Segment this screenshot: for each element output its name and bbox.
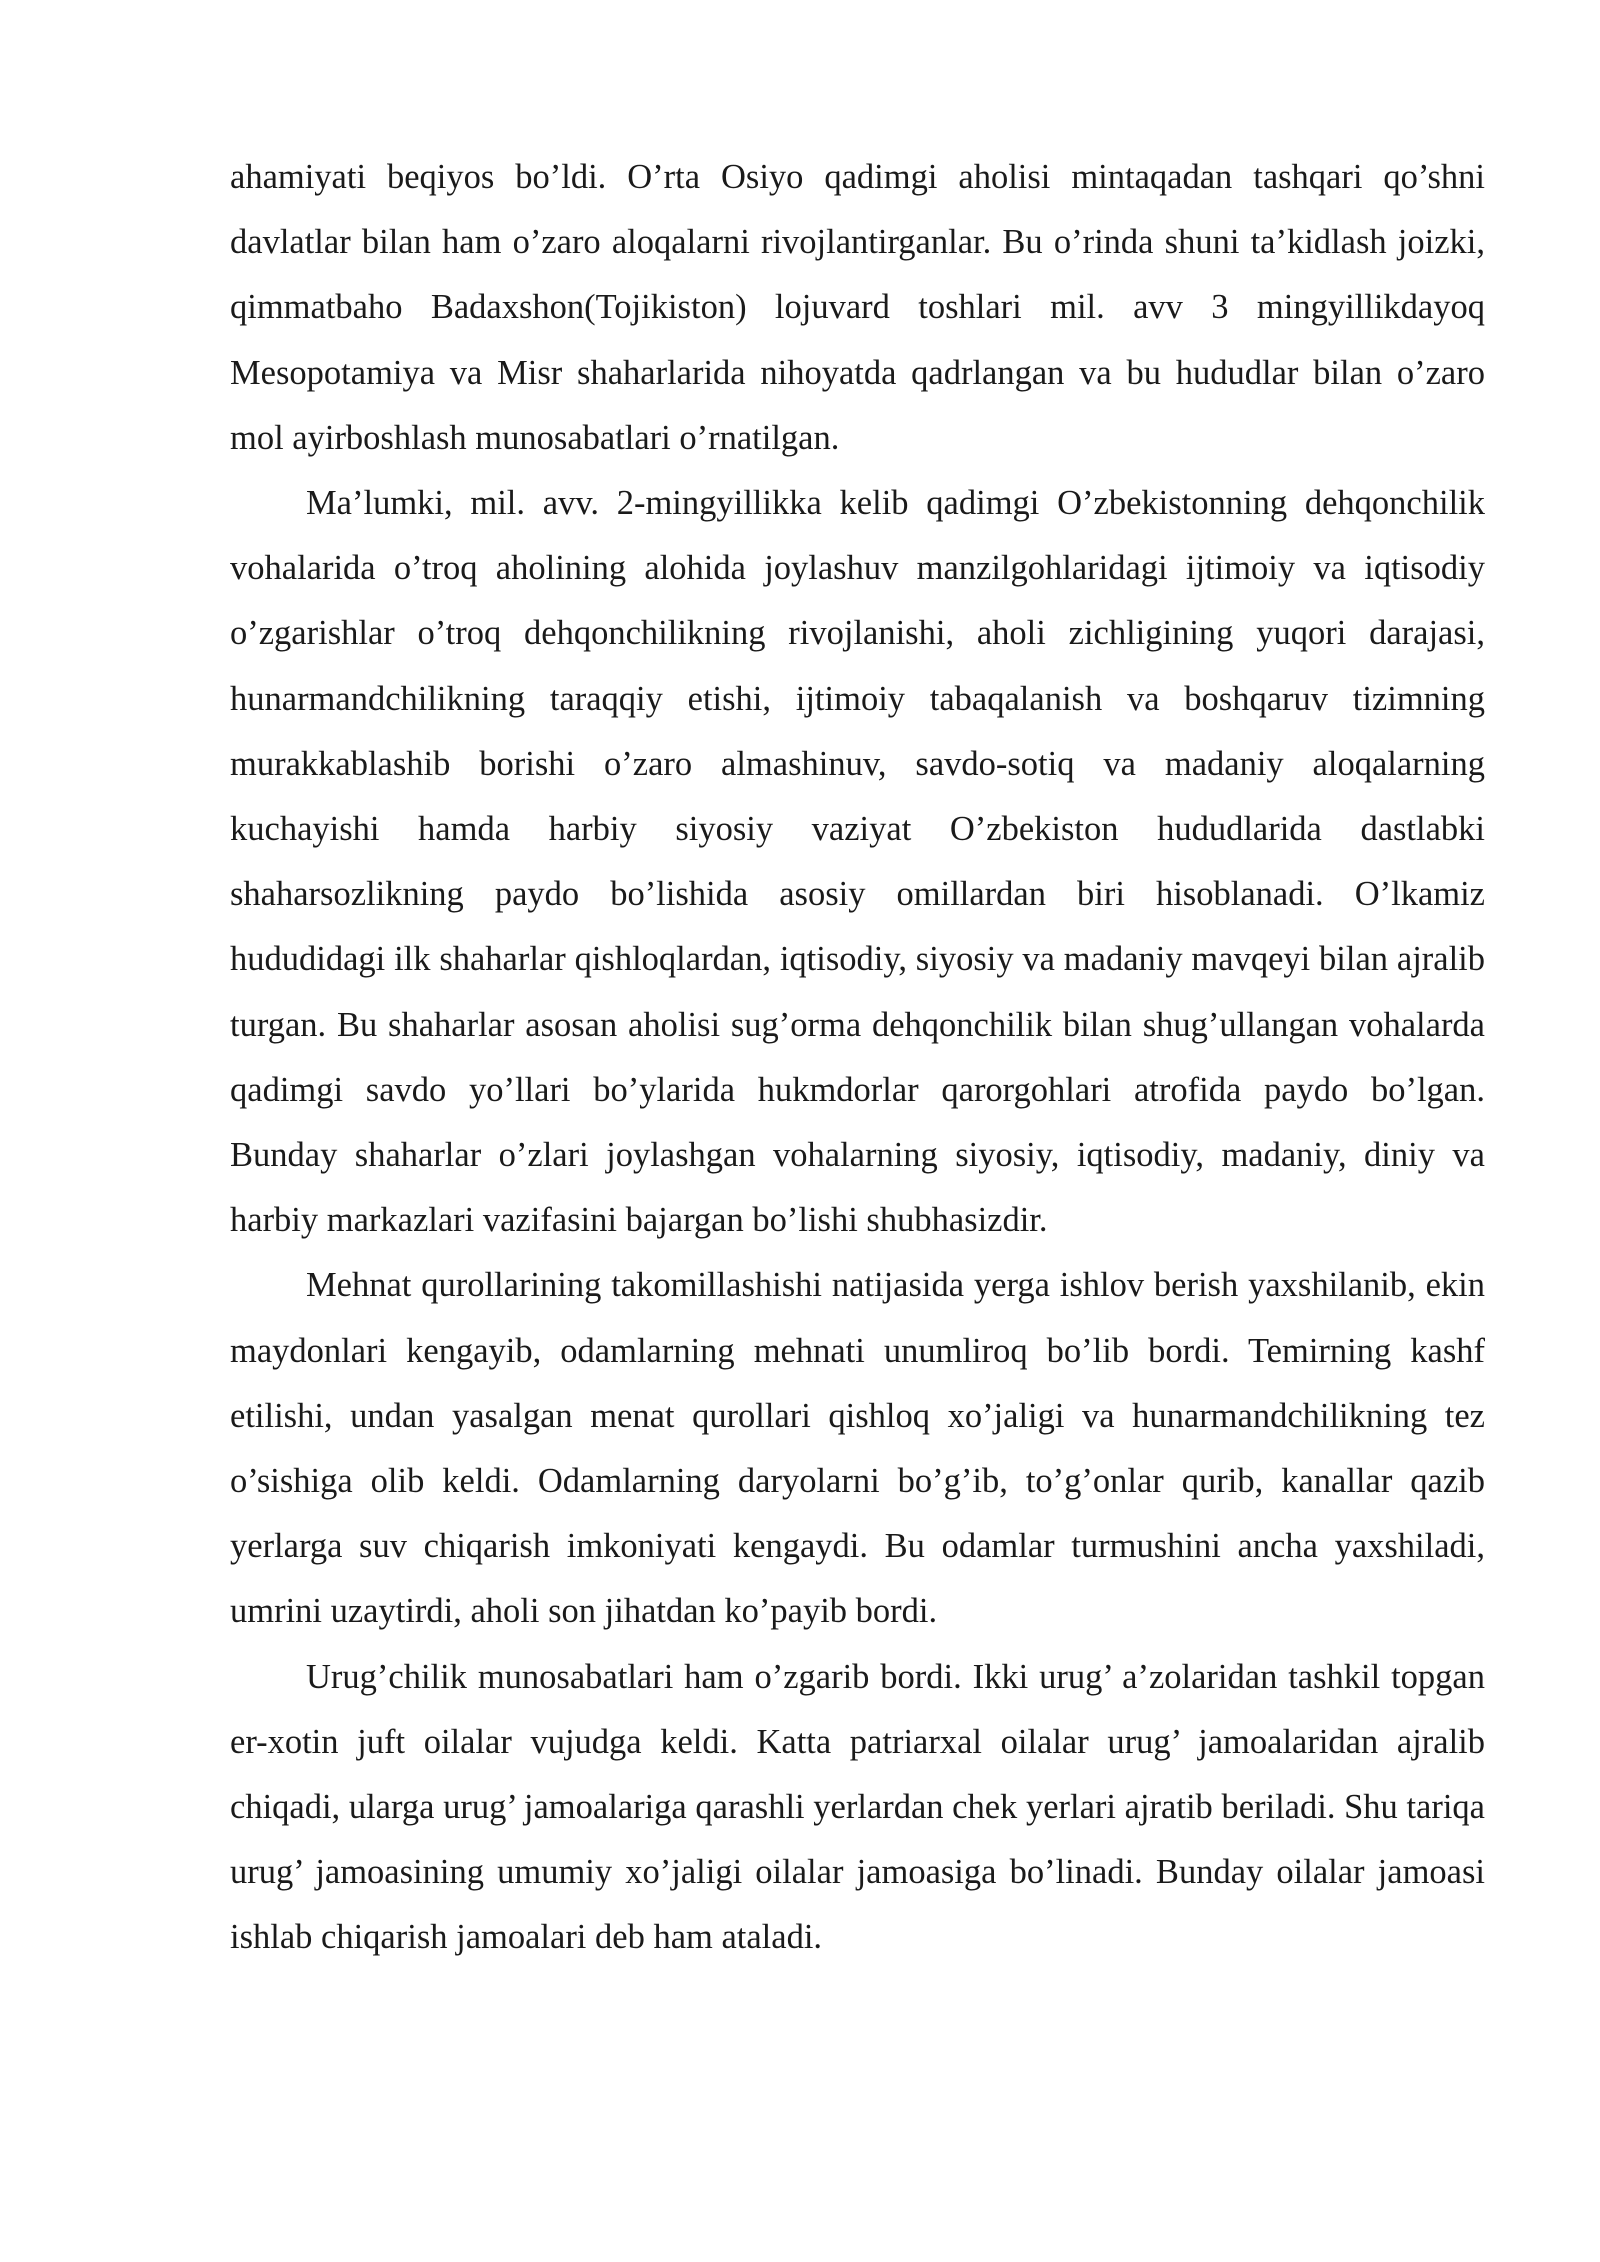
paragraph-4: Urug’chilik munosabatlari ham o’zgarib bordi. Ikki urug’ a’zolaridan tashkil topgan er-xotin juft oilalar vujudga keldi. Katta patriarxal oilalar urug’ jamoalaridan ajralib chiqadi, ularga urug’ jamoalariga qarashli yerlardan chek yerlari ajratib beriladi. Shu tariqa urug’ jamoasining umumiy xo’jaligi oilalar jamoasiga bo’linadi. Bunday oilalar jamoasi ishlab chiqarish jamoalari deb ham ataladi.	[230, 1657, 1485, 1957]
document-page	[230, 145, 1485, 1971]
paragraph-2: Ma’lumki, mil. avv. 2-mingyillikka kelib qadimgi O’zbekistonning dehqonchilik vohalarida o’troq aholining alohida joylashuv manzilgohlaridagi ijtimoiy va iqtisodiy o’zgarishlar o’troq dehqonchilikning rivojlanishi, aholi zichligining yuqori darajasi, hunarmandchilikning taraqqiy etishi, ijtimoiy tabaqalanish va boshqaruv tizimning murakkablashib borishi o’zaro almashinuv, savdo-sotiq va madaniy aloqalarning kuchayishi hamda harbiy siyosiy vaziyat O’zbekiston hududlarida dastlabki shaharsozlikning paydo bo’lishida asosiy omillardan biri hisoblanadi. O’lkamiz hududidagi ilk shaharlar qishloqlardan, iqtisodiy, siyosiy va madaniy mavqeyi bilan ajralib turgan. Bu shaharlar asosan aholisi sug’orma dehqonchilik bilan shug’ullangan vohalarda qadimgi savdo yo’llari bo’ylarida hukmdorlar qarorgohlari atrofida paydo bo’lgan. Bunday shaharlar o’zlari joylashgan vohalarning siyosiy, iqtisodiy, madaniy, diniy va harbiy markazlari vazifasini bajargan bo’lishi shubhasizdir.	[230, 484, 1485, 1240]
paragraph-1: ahamiyati beqiyos bo’ldi. O’rta Osiyo qadimgi aholisi mintaqadan tashqari qo’shni davlatlar bilan ham o’zaro aloqalarni rivojlantirganlar. Bu o’rinda shuni ta’kidlash joizki, qimmatbaho Badaxshon(Tojikiston) lojuvard toshlari mil. avv 3 mingyillikdayoq Mesopotamiya va Misr shaharlarida nihoyatda qadrlangan va bu hududlar bilan o’zaro mol ayirboshlash munosabatlari o’rnatilgan.	[230, 158, 1485, 457]
paragraph-3: Mehnat qurollarining takomillashishi natijasida yerga ishlov berish yaxshilanib, ekin maydonlari kengayib, odamlarning mehnati unumliroq bo’lib bordi. Temirning kashf etilishi, undan yasalgan menat qurollari qishloq xo’jaligi va hunarmandchilikning tez o’sishiga olib keldi. Odamlarning daryolarni bo’g’ib, to’g’onlar qurib, kanallar qazib yerlarga suv chiqarish imkoniyati kengaydi. Bu odamlar turmushini ancha yaxshiladi, umrini uzaytirdi, aholi son jihatdan ko’payib bordi.	[230, 1266, 1485, 1631]
